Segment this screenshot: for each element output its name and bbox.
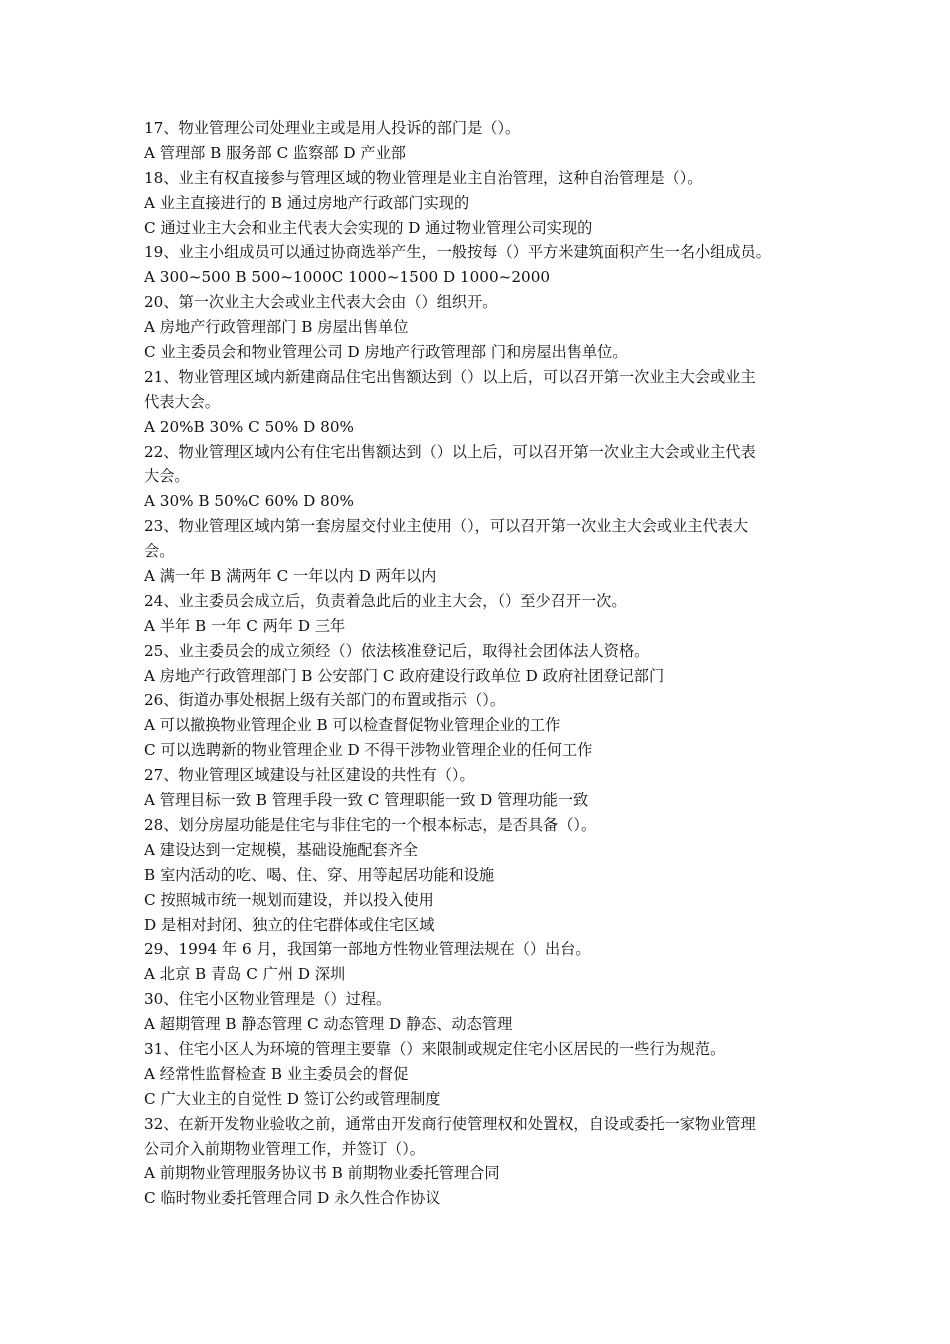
question-21-cont: 代表大会。 xyxy=(144,392,220,411)
question-22: 22、物业管理区域内公有住宅出售额达到（）以上后，可以召开第一次业主大会或业主代表 xyxy=(144,442,756,461)
question-22-cont: 大会。 xyxy=(144,467,190,486)
options-26-ab: A 可以撤换物业管理企业 B 可以检查督促物业管理企业的工作 xyxy=(144,716,561,735)
question-19: 19、业主小组成员可以通过协商选举产生，一般按每（）平方米建筑面积产生一名小组成员。 xyxy=(144,243,771,262)
options-22: A 30% B 50%C 60% D 80% xyxy=(144,492,354,511)
options-20-cd: C 业主委员会和物业管理公司 D 房地产行政管理部 门和房屋出售单位。 xyxy=(144,343,628,362)
options-25: A 房地产行政管理部门 B 公安部门 C 政府建设行政单位 D 政府社团登记部门 xyxy=(144,666,665,685)
question-23: 23、物业管理区域内第一套房屋交付业主使用（），可以召开第一次业主大会或业主代表大 xyxy=(144,517,749,536)
question-18: 18、业主有权直接参与管理区域的物业管理是业主自治管理，这种自治管理是（）。 xyxy=(144,168,703,187)
question-24: 24、业主委员会成立后，负责着急此后的业主大会，（）至少召开一次。 xyxy=(144,591,627,610)
options-27: A 管理目标一致 B 管理手段一致 C 管理职能一致 D 管理功能一致 xyxy=(144,791,589,810)
option-28-d: D 是相对封闭、独立的住宅群体或住宅区域 xyxy=(144,915,435,934)
option-28-a: A 建设达到一定规模，基础设施配套齐全 xyxy=(144,840,418,859)
options-32-cd: C 临时物业委托管理合同 D 永久性合作协议 xyxy=(144,1189,441,1208)
options-30: A 超期管理 B 静态管理 C 动态管理 D 静态、动态管理 xyxy=(144,1015,513,1034)
question-26: 26、街道办事处根据上级有关部门的布置或指示（）。 xyxy=(144,691,506,710)
question-23-cont: 会。 xyxy=(144,542,175,561)
question-27: 27、物业管理区域建设与社区建设的共性有（）。 xyxy=(144,766,475,785)
question-30: 30、住宅小区物业管理是（）过程。 xyxy=(144,990,392,1009)
options-24: A 半年 B 一年 C 两年 D 三年 xyxy=(144,616,346,635)
options-18-ab: A 业主直接进行的 B 通过房地产行政部门实现的 xyxy=(144,193,470,212)
question-21: 21、物业管理区域内新建商品住宅出售额达到（）以上后，可以召开第一次业主大会或业主 xyxy=(144,367,756,386)
question-28: 28、划分房屋功能是住宅与非住宅的一个根本标志，是否具备（）。 xyxy=(144,815,597,834)
options-19: A 300~500 B 500~1000C 1000~1500 D 1000~2000 xyxy=(144,268,551,287)
options-31-cd: C 广大业主的自觉性 D 签订公约或管理制度 xyxy=(144,1089,441,1108)
options-21: A 20%B 30% C 50% D 80% xyxy=(144,417,354,436)
question-20: 20、第一次业主大会或业主代表大会由（）组织开。 xyxy=(144,293,498,312)
question-32-cont: 公司介入前期物业管理工作，并签订（）。 xyxy=(144,1139,425,1158)
question-29: 29、1994 年 6 月，我国第一部地方性物业管理法规在（）出台。 xyxy=(144,940,591,959)
document-page xyxy=(144,116,812,1211)
options-18-cd: C 通过业主大会和业主代表大会实现的 D 通过物业管理公司实现的 xyxy=(144,218,593,237)
options-20-ab: A 房地产行政管理部门 B 房屋出售单位 xyxy=(144,318,409,337)
option-28-c: C 按照城市统一规划而建设，并以投入使用 xyxy=(144,890,434,909)
options-29: A 北京 B 青岛 C 广州 D 深圳 xyxy=(144,965,346,984)
question-31: 31、住宅小区人为环境的管理主要靠（）来限制或规定住宅小区居民的一些行为规范。 xyxy=(144,1039,726,1058)
options-23: A 满一年 B 满两年 C 一年以内 D 两年以内 xyxy=(144,567,437,586)
options-17: A 管理部 B 服务部 C 监察部 D 产业部 xyxy=(144,143,406,162)
options-26-cd: C 可以选聘新的物业管理企业 D 不得干涉物业管理企业的任何工作 xyxy=(144,741,593,760)
question-25: 25、业主委员会的成立须经（）依法核准登记后，取得社会团体法人资格。 xyxy=(144,641,650,660)
options-31-ab: A 经常性监督检查 B 业主委员会的督促 xyxy=(144,1064,409,1083)
question-32: 32、在新开发物业验收之前，通常由开发商行使管理权和处置权，自设或委托一家物业管理 xyxy=(144,1114,756,1133)
question-17: 17、物业管理公司处理业主或是用人投诉的部门是（）。 xyxy=(144,119,521,137)
options-32-ab: A 前期物业管理服务协议书 B 前期物业委托管理合同 xyxy=(144,1164,500,1183)
option-28-b: B 室内活动的吃、喝、住、穿、用等起居功能和设施 xyxy=(144,865,495,884)
